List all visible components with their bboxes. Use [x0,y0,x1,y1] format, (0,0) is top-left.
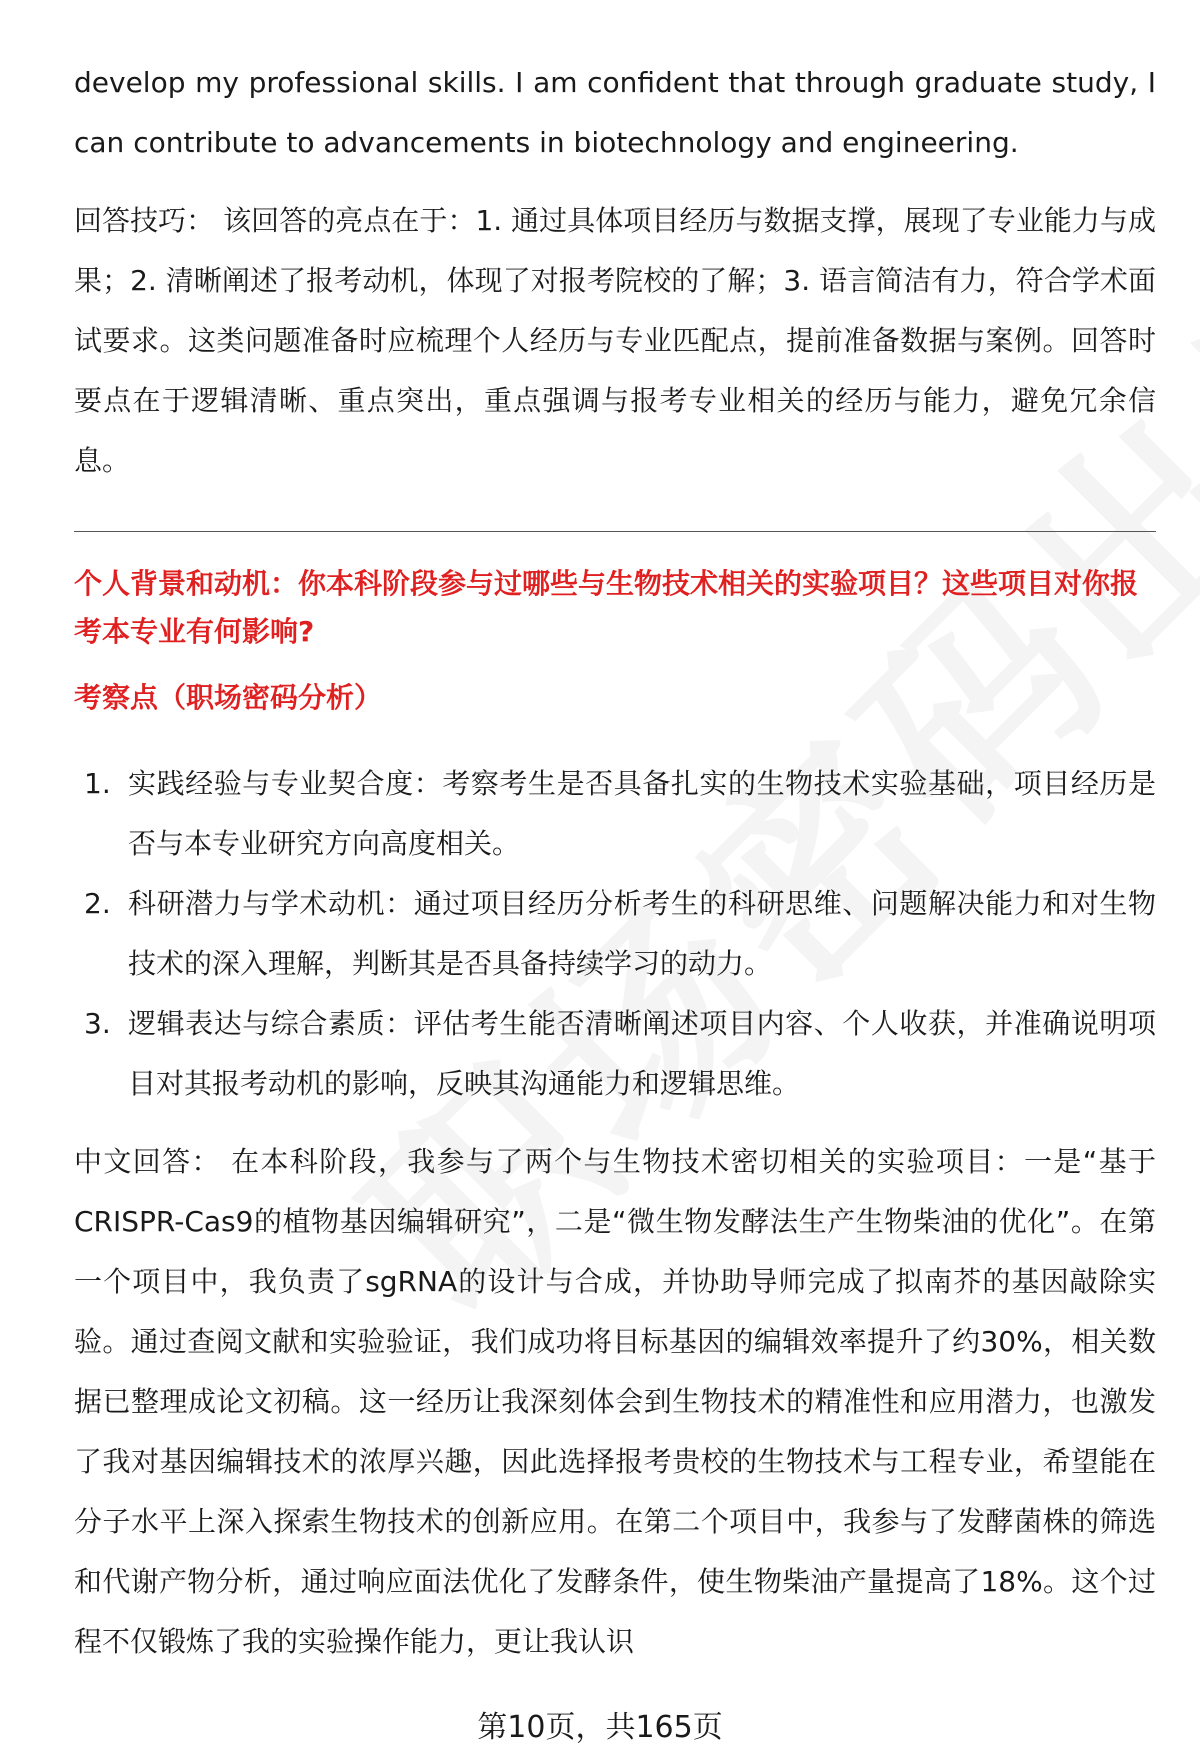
assessment-points-list [74,754,1156,1114]
list-item [74,994,1156,1114]
chinese-answer-paragraph: 中文回答： 在本科阶段，我参与了两个与生物技术密切相关的实验项目：一是“基于CRISPR-Cas9的植物基因编辑研究”，二是“微生物发酵法生产生物柴油的优化”。在第一个项目中，我负责了sgRNA的设计与合成，并协助导师完成了拟南芥的基因敲除实验。通过查阅文献和实验验证，我们成功将目标基因的编辑效率提升了约30%，相关数据已整理成论文初稿。这一经历让我深刻体会到生物技术的精准性和应用潜力，也激发了我对基因编辑技术的浓厚兴趣，因此选择报考贵校的生物技术与工程专业，希望能在分子水平上深入探索生物技术的创新应用。在第二个项目中，我参与了发酵菌株的筛选和代谢产物分析，通过响应面法优化了发酵条件，使生物柴油产量提高了18%。这个过程不仅锻炼了我的实验操作能力，更让我认识 [74,1145,1156,1658]
list-item-number: 1. [84,767,111,800]
question-heading: 个人背景和动机：你本科阶段参与过哪些与生物技术相关的实验项目？这些项目对你报考本专业有何影响? [74,567,1139,648]
list-item [74,754,1156,874]
section-divider [74,531,1156,532]
list-item-number: 3. [84,1007,111,1040]
list-item [74,874,1156,994]
list-item-text: 实践经验与专业契合度：考察考生是否具备扎实的生物技术实验基础，项目经历是否与本专业研究方向高度相关。 [128,767,1156,860]
document-page [74,0,1156,1672]
list-item-text: 逻辑表达与综合素质：评估考生能否清晰阐述项目内容、个人收获，并准确说明项目对其报考动机的影响，反映其沟通能力和逻辑思维。 [128,1007,1156,1100]
answer-tip-paragraph: 回答技巧： 该回答的亮点在于：1. 通过具体项目经历与数据支撑，展现了专业能力与成果；2. 清晰阐述了报考动机，体现了对报考院校的了解；3. 语言简洁有力，符合学术面试要求。这类问题准备时应梳理个人经历与专业匹配点，提前准备数据与案例。回答时要点在于逻辑清晰、重点突出，重点强调与报考专业相关的经历与能力，避免冗余信息。 [74,204,1156,477]
list-item-text: 科研潜力与学术动机：通过项目经历分析考生的科研思维、问题解决能力和对生物技术的深入理解，判断其是否具备持续学习的动力。 [128,887,1156,980]
intro-english-paragraph: develop my professional skills. I am confident that through graduate study, I can contribute to advancements in biotechnology and engineering. [74,66,1156,159]
assessment-points-heading: 考察点（职场密码分析） [74,681,383,714]
list-item-number: 2. [84,887,111,920]
page-footer: 第10页，共165页 [477,1710,723,1745]
